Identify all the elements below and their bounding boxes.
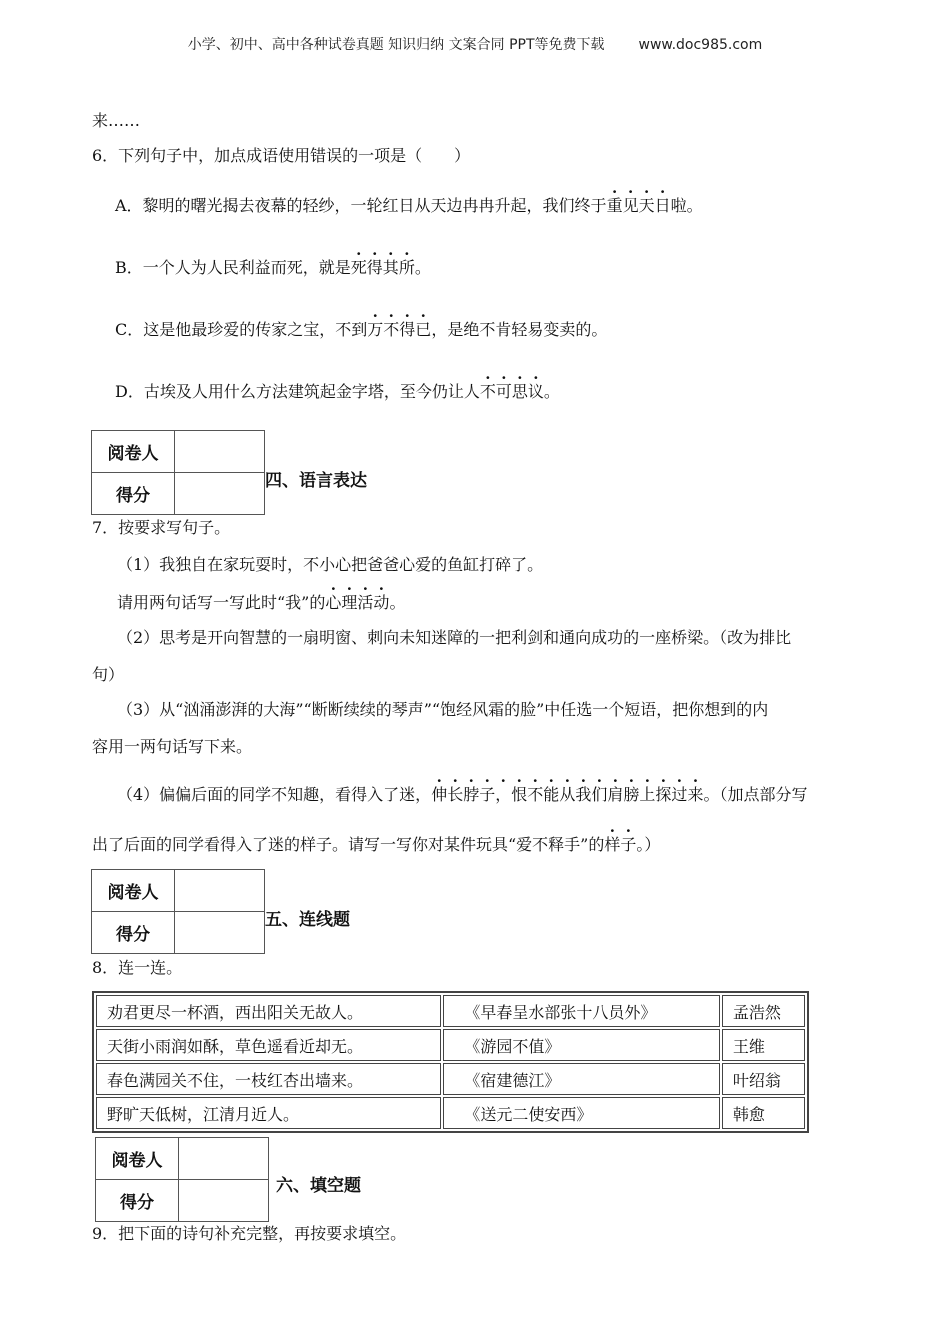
poet-cell[interactable]: 韩愈 xyxy=(722,1097,805,1129)
poet-cell[interactable]: 王维 xyxy=(722,1029,805,1061)
q6-option-c: C．这是他最珍爱的传家之宝，不到万不得已，是绝不肯轻易变卖的。 xyxy=(115,320,608,339)
q7-part1-instruction: 请用两句话写一写此时“我”的心理活动。 xyxy=(117,593,406,612)
poem-title-cell[interactable]: 《宿建德江》 xyxy=(443,1063,720,1095)
q7-part4-line1: （4）偏偏后面的同学不知趣，看得入了迷，伸长脖子· ，恨不能从我们肩膀上探过来。（加点部分写 xyxy=(117,787,807,803)
header-url: www.doc985.com xyxy=(638,37,763,53)
section-5-title: 五、连线题 xyxy=(265,910,350,930)
page-header xyxy=(0,34,950,54)
poem-title-cell[interactable]: 《早春呈水部张十八员外》 xyxy=(443,995,720,1027)
continuation-text: 来…… xyxy=(92,111,141,130)
score-label: 得分 xyxy=(92,912,175,954)
poem-line-cell[interactable]: 天街小雨润如酥，草色遥看近却无。 xyxy=(96,1029,441,1061)
poem-line-cell[interactable]: 野旷天低树，江清月近人。 xyxy=(96,1097,441,1129)
score-blank[interactable] xyxy=(179,1180,269,1222)
reviewer-label: 阅卷人 xyxy=(96,1138,179,1180)
table-row xyxy=(96,1063,805,1095)
poem-line-cell[interactable]: 春色满园关不住，一枝红杏出墙来。 xyxy=(96,1063,441,1095)
score-box-section-5 xyxy=(91,869,265,954)
dotted-idiom: 万不得已 xyxy=(367,320,432,339)
reviewer-blank[interactable] xyxy=(179,1138,269,1180)
poem-line-cell[interactable]: 劝君更尽一杯酒，西出阳关无故人。 xyxy=(96,995,441,1027)
dotted-idiom: 死得其所 xyxy=(350,258,415,277)
dotted-idiom: 不可思议 xyxy=(479,382,544,401)
table-row xyxy=(96,995,805,1027)
q6-option-a: A．黎明的曙光揭去夜幕的轻纱，一轮红日从天边冉冉升起，我们终于重见天日啦。 xyxy=(115,196,703,215)
poet-cell[interactable]: 叶绍翁 xyxy=(722,1063,805,1095)
header-title: 小学、初中、高中各种试卷真题 知识归纳 文案合同 PPT等免费下载 xyxy=(187,37,605,53)
dotted-phrase: 样子 xyxy=(604,835,637,854)
matching-table xyxy=(92,991,809,1133)
q7-part3-line1: （3）从“汹涌澎湃的大海”“断断续续的琴声”“饱经风霜的脸”中任选一个短语，把你想到的内 xyxy=(117,700,769,719)
dotted-phrase: 心理活动 xyxy=(325,593,390,612)
q6-stem: 6．下列句子中，加点成语使用错误的一项是（ ） xyxy=(92,146,471,165)
dotted-phrase: 伸长脖子· ，恨不能从我们肩膀上探过来 xyxy=(431,785,703,804)
score-box-section-4 xyxy=(91,430,265,515)
section-4-title: 四、语言表达 xyxy=(265,471,367,491)
poet-cell[interactable]: 孟浩然 xyxy=(722,995,805,1027)
score-blank[interactable] xyxy=(175,912,265,954)
q8-stem: 8．连一连。 xyxy=(92,958,183,977)
q7-part1: （1）我独自在家玩耍时，不小心把爸爸心爱的鱼缸打碎了。 xyxy=(117,555,544,574)
score-blank[interactable] xyxy=(175,473,265,515)
q6-option-d: D．古埃及人用什么方法建筑起金字塔，至今仍让人不可思议。 xyxy=(115,382,560,401)
q7-stem: 7．按要求写句子。 xyxy=(92,518,231,537)
q7-part3-line2: 容用一两句话写下来。 xyxy=(92,737,253,756)
dotted-idiom: 重见天日 xyxy=(606,196,671,215)
q7-part2-line2: 句） xyxy=(92,665,125,684)
table-row xyxy=(96,1097,805,1129)
q9-stem: 9．把下面的诗句补充完整，再按要求填空。 xyxy=(92,1224,407,1243)
score-label: 得分 xyxy=(96,1180,179,1222)
section-6-title: 六、填空题 xyxy=(276,1176,361,1196)
poem-title-cell[interactable]: 《送元二使安西》 xyxy=(443,1097,720,1129)
reviewer-blank[interactable] xyxy=(175,431,265,473)
reviewer-blank[interactable] xyxy=(175,870,265,912)
poem-title-cell[interactable]: 《游园不值》 xyxy=(443,1029,720,1061)
table-row xyxy=(96,1029,805,1061)
q7-part2-line1: （2）思考是开向智慧的一扇明窗、刺向未知迷障的一把利剑和通向成功的一座桥梁。（改为排比 xyxy=(117,628,792,647)
reviewer-label: 阅卷人 xyxy=(92,431,175,473)
score-label: 得分 xyxy=(92,473,175,515)
q6-option-b: B．一个人为人民利益而死，就是死得其所。 xyxy=(115,258,431,277)
score-box-section-6 xyxy=(95,1137,269,1222)
q7-part4-line2: 出了后面的同学看得入了迷的样子。请写一写你对某件玩具“爱不释手”的样子。） xyxy=(92,835,661,854)
reviewer-label: 阅卷人 xyxy=(92,870,175,912)
